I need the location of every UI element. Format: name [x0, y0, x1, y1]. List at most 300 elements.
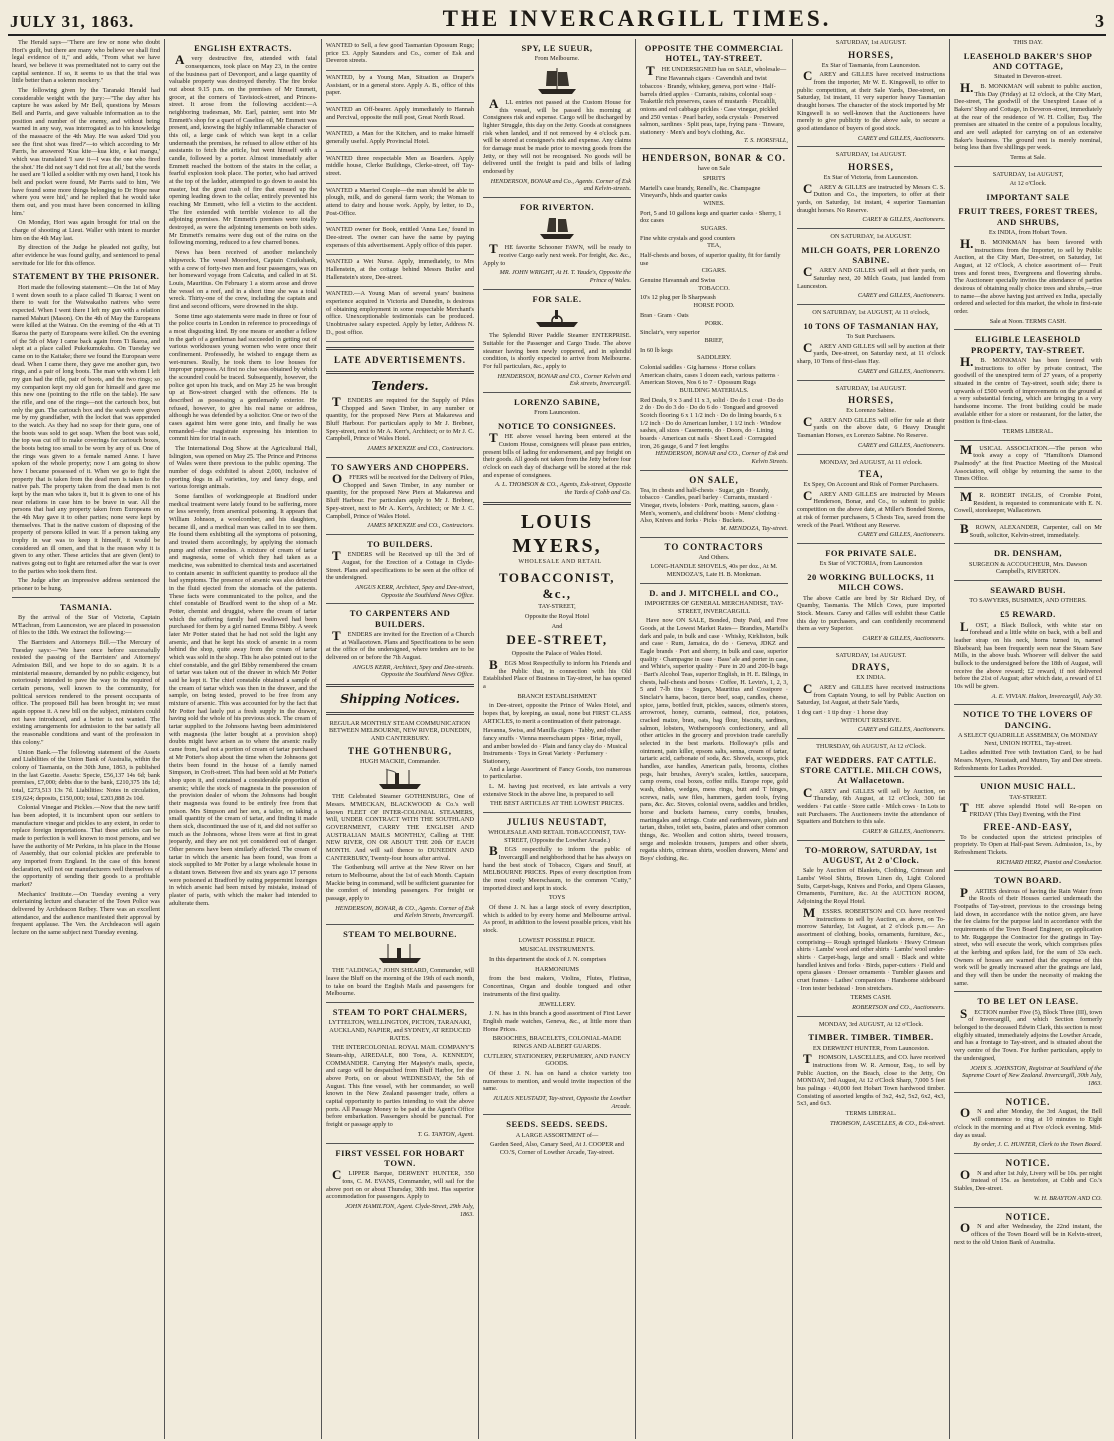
ad-signature: THOMSON, LASCELLES, & CO., Esk-street.	[829, 1119, 945, 1127]
auction-date: ON SATURDAY, 1st AUGUST.	[830, 233, 912, 241]
ad-signature: CAREY and GILLES, Auctioneers.	[857, 531, 945, 539]
ad-signature: MR. JOHN WRIGHT, At H. T. Yaude's, Opposite the Prince of Wales.	[499, 269, 631, 285]
article-paragraph: By direction of the Judge he pleaded not guilty, but after evidence he was found guilty, and sentenced to penal servitude for life for this offence.	[12, 244, 160, 267]
advertiser-name: D. and J. MITCHELL and CO.,	[649, 587, 779, 598]
ad-list: Martell's case brandy, Renell's, &c. Champagne Vineyard's, hhds and quarter casks	[640, 184, 761, 200]
divider	[326, 457, 474, 458]
ad-heading: OPPOSITE THE COMMERCIAL HOTEL, TAY-STREET.	[644, 43, 784, 64]
ad-signature: JOHN HAMILTON, Agent. Clyde-Street, 29th July, 1863.	[345, 1202, 474, 1218]
ad-subheading: JEWELLERY.	[538, 1000, 576, 1008]
ad-text: WANTED to Sell, a few good Tasmanian Opossum Rugs; price £3. Apply Saunders and Co., corner of Esk and Deveron streets.	[326, 42, 474, 65]
ad-subheading: LYTTELTON, WELLINGTON, PICTON, TARANAKI, AUCKLAND, NAPIER, and SYDNEY, AT REDUCED RATES.	[328, 1019, 472, 1042]
ad-heading: HORSES,	[848, 162, 894, 173]
ad-list: Genuine Havannah and Swiss	[640, 277, 716, 285]
ad-heading: SEEDS. SEEDS. SEEDS.	[506, 1119, 608, 1130]
ad-heading: IMPORTANT SALE	[986, 192, 1070, 203]
ad-heading: £5 REWARD.	[1000, 609, 1056, 620]
ad-text: CAREY AND GILLES are instructed by Messrs Henderson, Bonar, and Co., to submit to public competition on the above date, at Miller's Bonded Stores, at risk of former purchasers, 5 Chests Tea, saved from the wreck of the Pearl. Without any Reserve.	[797, 487, 945, 529]
ad-signature: CAREY and GILLES, Auctioneers.	[857, 367, 945, 375]
wanted-ad	[326, 223, 474, 255]
article-paragraph: The International Dog Show at the Agricultural Hall, Islington, was opened on May 25. The Prince and Princess of Wales were there previous to the public opening. The number of dogs exhibited is about 2,000, inclusive of sporting dogs in all varieties, toy and fancy dogs, and various foreign animals.	[169, 444, 317, 491]
ad-heading: DEE-STREET,	[506, 632, 608, 648]
ad-heading: DRAYS,	[851, 662, 891, 673]
ad-heading: NOTICE.	[1005, 1096, 1051, 1107]
ad-subheading: WHOLESALE AND RETAIL TOBACCONIST, TAY-STREET, (Opposite the Lowther Arcade.)	[488, 829, 626, 844]
ad-heading: NOTICE.	[1005, 1211, 1051, 1222]
ad-text: THE favorite Schooner FAWN, will be ready to receive Cargo early next week. For freight, &c. &c., Apply to	[483, 241, 631, 267]
ad-signature: ANGUS KERR, Architect, Spey and Dee-street, Opposite the Southland News Office.	[355, 583, 474, 599]
divider	[797, 543, 945, 544]
ad-list: Bran · Gram · Oats	[640, 311, 689, 319]
divider	[326, 371, 474, 374]
divider	[640, 148, 788, 149]
ad-subheading: BRIEF,	[704, 336, 724, 344]
newspaper-title: THE INVERCARGILL TIMES.	[442, 6, 832, 31]
auction-date: SATURDAY, 1st AUGUST.	[835, 151, 907, 159]
section-heading: LATE ADVERTISEMENTS.	[333, 355, 467, 366]
advertiser-name: DR. DENSHAM,	[993, 548, 1063, 559]
column-3	[322, 39, 479, 1439]
ad-text: CAREY AND GILLES will offer for sale at their yards on the above date, 6 Heavy Draught Tasmanian Horses, ex Lorenzo Sabine. No Reserve.	[797, 413, 945, 440]
divider	[954, 1153, 1102, 1154]
divider	[640, 537, 788, 538]
ad-heading: ON SALE,	[689, 474, 739, 485]
ad-signature: JOHN S. JOHNSTON, Registrar at Southland of the Supreme Court of New Zealand. Invercargill, 30th July, 1863.	[962, 1064, 1102, 1087]
article-paragraph: The Herald says—"There are few or none who doubt Hori's guilt, but there are many who believe we shall find legal evidence of it," and adds, "From what we have heard, we believe it was premeditated not to carry out the capital sentence. If so, it seems to us that the trial was little better than a solemn mockery."	[12, 39, 160, 85]
section-heading: Tenders.	[371, 379, 429, 394]
ad-text: THE above splendid Hotel will Re-open on FRIDAY (This Day) Evening, with the First	[960, 800, 1102, 819]
article-paragraph: News has been received of another melancholy shipwreck. The vessel Moorefoot, Captain Cruikshank, with a crew of forty-two men and four passengers, was on her homeward voyage from Calcutta, and called in at St. Louis, Mauritius. On February 1 a storm arose and drove the vessel on a reef, and in a short time she was a total wreck. Thirty-one of the crew, including the captain and first and second officers, were drowned in the ship.	[169, 249, 317, 310]
divider	[797, 840, 945, 841]
auction-date: SATURDAY, 1st AUGUST,	[992, 170, 1064, 178]
ad-text: WANTED a Wet Nurse. Apply, immediately, to Mrs Hallenstein, at the cottage behind Messrs Butler and Hallenstein's store, Dee-street.	[326, 258, 474, 281]
ad-signature: HENDERSON, BONAR and CO., Corner of Esk and Kelvin Streets.	[655, 450, 788, 465]
masthead	[8, 6, 1106, 36]
paddle-steamer-icon	[534, 307, 580, 329]
ad-heading: UNION MUSIC HALL.	[980, 781, 1076, 792]
advertiser-name: LOUIS MYERS,	[512, 510, 602, 558]
ad-text: WANTED three respectable Men as Boarders. Apply middle house, Clerke Buildings, Clerke-street, off Tay-street.	[326, 154, 474, 178]
ad-text: H.B. MONKMAN has been favored with instructions from the Importer, to sell by Public Auction, at the City Mart, Dee-street, on Saturday, 1st August, at 12 o'Clock, A choice assortment of— Fruit trees and forest trees, Evergreens and flowering shrubs. The Auctioneer specially invites the attendance of parties desirous of obtaining really choice trees and shrubs,—true to name—the above having just arrived ex India, specially ordered and selected for this market, the whole in first-rate order.	[954, 235, 1102, 315]
ad-text: WANTED, by a Young Man, Situation as Draper's Assistant, or in a general store. Apply A. B., office of this paper.	[326, 74, 474, 97]
ad-subheading: TOBACCO.	[698, 284, 730, 292]
ad-heading: NOTICE.	[1005, 1157, 1051, 1168]
article-paragraph: Some families of workingpeople at Bradford under medical treatment were lately found to be suffering, more or less severely, from arsenical poisoning. It appears that William Johnson, a woolcomber, and his daughters, became ill, and a medical man was called in to see them. He found them exhibiting all the symptoms of poisoning, and treated them accordingly, by applying the stomach pump and other remedies. A mixture of cream of tartar and magnesia, some of which they had taken as a medicine, was submitted to chemical tests and ascertained to contain arsenic in sufficient quantity to produce all the bad symptoms. The presence of arsenic was also detected in the fluid ejected from the stomachs of the patients. These facts were communicated to the police, and the chief constable of Bradford went to the shop of a Mr. Potter, chemist and druggist, where the cream of tartar which the suffering family had swallowed had been purchased for them by a girl named Emma Bibby. A week later Mr Potter stated that he had not sold the light any arsenic, and that he kept his stock of arsenic in a room behind the shop, quite away from the cream of tartar which was sold in the shop. This he also pointed out to the chief constable, and the girl Bibby remembered the cream of tartar was taken out of the drawer in which Mr Potter said he kept it. The chief constable obtained a sample of the cream of tartar which was then in the drawer, and the sample, on being tested, proved to be free from any mixture of arsenic. This was accounted for by the fact that Mr Potter had lately put a fresh supply in the drawer, having sold the whole of his previous stock. The cream of tartar supplied to the Johnsons having been administered with magnesia (the latter bought at a provision shop) doubts might have arisen as to where the arsenic really came from, had not a portion of cream of tartar purchased at Mr Potter's shop about the time when the Johnsons got theirs been found in the house of a family named Simpson, in Croft-street. This had been sold at Mr Potter's shop upon it, and contained a considerable proportion of arsenic; while the stock of magnesia in the possession of the provision dealer of whom the Johnsons had bought their magnesia was found to be entirely free from that poison. Mrs Simpson and her son, a tailor, on taking a small quantity of the cream of tartar, and finding it made them sick, discontinued the use of it, and did not suffer so much as the Johnsons, whose lives were at first in great jeopardy, and they are not yet considered out of danger. Other persons have been similarly affected. The cream of tartar in which the arsenic has been found, was from a stock supplied to Mr Potter by a large wholesale house in a distant town. Between five and six years ago 17 persons were poisoned at Bradford by eating peppermint lozenges in which arsenic had been mixed by mistake, instead of plaster of paris, with which the maker had intended to adulterate them.	[169, 492, 317, 907]
ad-heading: TEA,	[858, 469, 884, 480]
ad-text: TENDERS are required for the Supply of Piles Chopped and Sawn Timber, in any number or quantity, for the proposed New Piers at Makarewa and Bluff Harbour. For particulars apply to Mr J. Brebner, Spey-street, next to Mr A. Kerr's, Architect; or to Mr J. C. Campbell, Prince of Wales Hotel.	[326, 394, 474, 443]
ad-text: ON and after Monday, the 3rd August, the Bell will commence to ring at 10 minutes to Eight o'clock in the morning and at Five o'clock evening. Mid-day as usual.	[954, 1105, 1102, 1139]
ad-signature: CAREY & GILLES, Auctioneers.	[862, 634, 945, 642]
ad-text: ALL entries not passed at the Custom House for this vessel, will be passed his morning at Consignees risk and expense. Cargo will be discharged by lighter Struggle, this day on the Jetty. Goods at consignees risk when landed, and if not removed by 4 o'clock p.m. will be stored at consignee's risk and expense. Any claims for damage must be made prior to moving goods from the Jetty, or they will not be recognised. No goods will be delivered until the freight is paid and bills of lading endorsed by	[483, 96, 631, 176]
ad-text: THE UNDERSIGNED has on SALE, wholesale—	[646, 62, 787, 78]
ad-subheading: TERMS LIBERAL.	[1002, 428, 1054, 436]
ad-signature: HENDERSON, BONAR, & CO., Agents. Corner of Esk and Kelvin Streets, Invercargill.	[335, 904, 474, 920]
ad-heading: FREE-AND-EASY,	[983, 821, 1073, 832]
ad-text: THOMSON, LASCELLES, and CO. have received instructions from W. R. Armour, Esq., to sell by Public Auction, on the Beach, close to the Jetty, On MONDAY, 3rd August, At 12 o'Clock Sharp, 7,000 5 feet bus palings · 40,000 feet Hobart Town hardwood timber. Consisting of assorted lengths of 3x2, 4x2, 5x2, 6x2, 4x3, 5x3, and 6x3.	[797, 1051, 945, 1108]
ad-text: THE Celebrated Steamer GOTHENBURG, One of Messrs. M'MECKAN, BLACKWOOD & Co.'s well known FLEET OF INTER-COLONIAL STEAMERS, Will, UNDER CONTRACT WITH THE SOUTHLAND GOVERNMENT, CARRY THE ENGLISH AND AUSTRALIAN MAILS MONTHLY, Calling at THE NEW RIVER, ON OR ABOUT THE 20th OF EACH MONTH. And will sail thence to DUNEDIN AND CANTERBURY, Twenty-four hours after arrival.	[326, 793, 474, 862]
ship-name: THE GOTHENBURG,	[347, 745, 452, 756]
ad-text: WANTED, a Man for the Kitchen, and to make himself generally useful. Apply Provincial Hotel.	[326, 130, 474, 146]
divider	[954, 487, 1102, 488]
ad-text: THE "ALDINGA," JOHN SHEARD, Commander, will leave the Bluff on the morning of the 19th of each month, to take on board the English Mails and passengers for Melbourne.	[326, 967, 474, 998]
ad-subheading: Ex Spey, On Account and Risk of Former Purchasers.	[803, 481, 939, 489]
ad-text: CAREY & GILLES are instructed by Messrs C. S. Dutton and Co., the importers, to offer at their yards, on Saturday, 1st instant, 4 superior Tasmanian draught horses. No Reserve.	[797, 180, 945, 214]
sailing-ship-icon	[534, 66, 580, 96]
ad-signature: T. S. HORSFALL,	[743, 136, 788, 144]
wanted-ad	[326, 71, 474, 103]
ad-heading: HORSES,	[848, 49, 894, 60]
ad-subheading: TEA,	[707, 242, 721, 250]
ad-text: WANTED an Off-bearer. Apply immediately to Hannah and Percival, opposite the mill post, Great North Road.	[326, 106, 474, 121]
ad-text: in Dee-street, opposite the Prince of Wales Hotel, and hopes that, by keeping, as usual, none but FIRST CLASS ARTICLES, to merit a continuation of their patronage.	[483, 702, 631, 725]
ad-subheading: HARMONIUMS	[535, 965, 579, 973]
ad-subheading: A LARGE ASSORTMENT of—	[515, 1131, 599, 1139]
divider	[640, 470, 788, 471]
divider	[797, 228, 945, 229]
ad-signature: HENDERSON, BONAR and CO., Corner Kelvin and Esk streets, Invercargill.	[497, 372, 631, 388]
ad-subheading: From Melbourne.	[534, 55, 580, 63]
advertiser-name: JULIUS NEUSTADT,	[506, 817, 608, 828]
ad-signature: By order, J. C. HUNTER, Clerk to the Town Board.	[973, 1141, 1102, 1149]
ad-subheading: And	[551, 622, 563, 630]
ad-subheading: SUGARS.	[700, 225, 728, 233]
ad-signature: CAREY and GILLES, Auctioneers.	[857, 134, 945, 142]
ad-text: WANTED a Married Couple—the man should be able to plough, milk, and do general farm work; the Woman to attend to dairy and house work. Apply, by letter, to D., Post-Office.	[326, 186, 474, 217]
ad-signature: CAREY and GILLES, Auctioneers.	[857, 726, 945, 734]
divider	[954, 166, 1102, 167]
ad-text: BEGS Most Respectfully to inform his Friends and the Public that, in connection with his Old Established Place of Business in Tay-street, he has opened a	[483, 657, 631, 691]
ad-list: Havanna, Swiss, and Manilla cigars · Tabby, and other fancy snuffs · Vienna meerschaum pipes · Briar, myall, and amber bowled do · Plain and fancy clay do · Musical Instruments · Toys in Great Variety · Perfumery · Stationery,	[483, 727, 628, 766]
ad-subheading: Ex Star of Victoria, from Launceston.	[823, 174, 919, 181]
ad-signature: ANGUS KERR, Architect, Spey and Dee-streets. Opposite the Southland News Office.	[352, 663, 474, 679]
divider	[797, 146, 945, 147]
divider	[326, 534, 474, 535]
ad-text: TENDERS are invited for the Erection of a Church at Wallacetown. Plans and Specifications to be seen at the office of the undersigned, where tenders are to be delivered on or before the 7th August.	[326, 627, 474, 661]
columns	[8, 39, 1106, 1439]
ad-heading: MILCH GOATS, PER LORENZO SABINE.	[801, 244, 941, 266]
divider	[954, 1207, 1102, 1208]
ad-subheading: Ex Lorenzo Sabine.	[846, 407, 896, 415]
ad-heading: NOTICE TO CONSIGNEES.	[497, 420, 617, 431]
divider	[797, 738, 945, 739]
divider	[954, 704, 1102, 705]
ad-text: CAREY and GILLES have received instructions from the importer, Mr W. E. Kingswell, to offer to public competition, at their Sale Yards, Dee-street, on Saturday, 1st instant, 11 very superior heavy Tasmanian draught horses. The character of the stock imported by Mr Kingswell is so well-known that the Auctioneers have merely to give publicity to the above sale, to secure a good attendance of buyers of good stock.	[797, 68, 945, 133]
column-4	[479, 39, 636, 1439]
ad-subheading: WINES.	[703, 200, 725, 208]
divider	[954, 991, 1102, 992]
ad-subheading: Situated in Deveron-street.	[994, 73, 1062, 81]
article-paragraph: Union Bank.—The following statement of the Assets and Liabilities of the Union Bank of Australia, within the colony of Tasmania, on the 30th June, 1863, is published in the last Gazette. Assets: Specie, £56,137 14s 6d; bank premises, £7,000; debts due to the bank, £210,375 18s 1d; total, £273,513 13s 7d. Liabilities: Notes in circulation, £19,624; deposits, £150,000; total, £203,888 2s 10d.	[12, 748, 160, 802]
ad-text: Garden Seed, Also, Canary Seed, At J. COOPER and CO.'S, Corner of Lowther Arcade, Tay-street.	[490, 1141, 624, 1156]
ad-subheading: Opposite the Royal Hotel	[524, 613, 590, 621]
ad-signature: JAMES M'KENZIE and CO., Contractors.	[367, 445, 474, 453]
ad-list: Sinclair's, very superior	[640, 329, 700, 337]
column-2	[165, 39, 322, 1439]
wanted-ad	[326, 287, 474, 342]
ad-subheading: IMPORTERS OF GENERAL MERCHANDISE, TAY-STREET, INVERCARGILL	[644, 599, 784, 615]
notice-text: MUSICAL ASSOCIATION.—The person who took away a copy of "Hamilton's Diamond Psalmody" at the first Practice Meeting of the Musical Association, will oblige by returning the same to the Times Office.	[954, 441, 1102, 483]
divider	[326, 712, 474, 715]
ad-heading: TO CARPENTERS AND BUILDERS.	[349, 608, 451, 629]
ad-heading: STEAM TO PORT CHALMERS,	[332, 1007, 468, 1018]
article-paragraph: The following given by the Taranaki Herald had considerable weight with the jury:—"The day after his capture he was asked by Mr Bell, questions by Messrs Bell and Parris, and gave valuable information as to the position and number of the enemy, and without being warned in any way, was interrogated as to his knowledge of the massacre of the 4th May. He was asked 'Did you see the first shot was fired?'—to which according to Mr Parris, he answered 'Kua kite—kua kite, e kai mangu,' which was translated 'I saw it—I was the one who fired the shot.' He did not say 'I did not fire at all,' but the words he used are 'I killed a soldier with my own hand, I took his belt and pocket were found, Mr Parris said to him, 'We have found some more things belonging to Dr Hope near where you were hid,' and he replied that he would take them out, and you must have been concerned in killing him.'	[12, 87, 160, 217]
advertiser-name: HENDERSON, BONAR & CO.	[642, 153, 786, 164]
ad-heading: TO BE LET ON LEASE.	[977, 996, 1079, 1007]
divider	[797, 454, 945, 455]
ad-subheading: From Launceston.	[534, 409, 580, 417]
ad-text: The Gothenburg will arrive at the New River on her return to Melbourne, about the 1st of each Month. Captain Mackie being in command, will be sufficient guarantee for the comfort of intending passengers. For freight or passage, apply to	[326, 864, 474, 902]
ad-subheading: SADDLERY.	[697, 354, 731, 362]
divider	[326, 347, 474, 350]
ad-heading: FOR PRIVATE SALE.	[825, 547, 917, 558]
divider	[797, 304, 945, 305]
ad-signature: A. E. VIVIAN. Halton, Invercargill, July 30.	[991, 692, 1102, 700]
ad-list: Tea, in chests and half-chests · Sugar, gin · Brandy, tobacco · Candles, pearl barley · Currants, mustard · Vinegar, rivets, lobsters · Pork, matting, sauces, glass · Men's, women's, and childrens' boots · Mens' clothing · Also, Knives and forks · Picks · Buckets.	[640, 486, 780, 525]
ad-text: ON and after Wednesday, the 22nd instant, the offices of the Town Board will be in Kelvin-street, next to the old Union Bank of Australia.	[954, 1220, 1102, 1246]
ad-signature: T. G. TANTON, Agent.	[417, 1130, 474, 1138]
divider	[954, 776, 1102, 777]
ad-subheading: WHOLESALE AND RETAIL	[518, 559, 602, 566]
auction-date: SATURDAY, 1st AUGUST.	[835, 384, 907, 392]
divider	[954, 329, 1102, 330]
ad-text: CAREY AND GILLES will sell at their yards, on Saturday next, 20 Milch Goats, just landed from Launceston.	[797, 264, 945, 290]
ad-heading: REGULAR MONTHLY STEAM COMMUNICATION BETWEEN MELBOURNE, NEW RIVER, DUNEDIN, AND CANTERBURY.	[328, 719, 472, 742]
column-7	[950, 39, 1106, 1439]
divider	[954, 519, 1102, 520]
auction-date: MONDAY, 3rd AUGUST, At 11 o'clock.	[819, 458, 923, 466]
ad-heading: 20 WORKING BULLOCKS, 11 MILCH COWS.	[807, 571, 935, 593]
ad-subheading: Ex Star of VICTORIA, from Launceston	[819, 560, 923, 568]
ad-text: A SELECT QUADRILLE ASSEMBLY, On MONDAY Next, UNION HOTEL, Tay-street.	[958, 731, 1098, 747]
ad-list: Fine Havannah cigars · Cavendish and twist tobaccos · Brandy, whiskey, geneva, port wine · Half-barrels dried apples · Currants, raisins, colonial soap · Teakettle rich preserves, cases of mustards · Piccalilli, onions and red cabbage pickles · Case vinegar, pickled and 250 ventas · Pearl barley, soda crystals · Preserved salmon, sardines · Split peas, tape, frying pans · Tinware, stationery · Men's and boy's clothing, &c.	[640, 75, 785, 137]
auction-date: THURSDAY, 6th AUGUST, At 12 o'Clock.	[816, 742, 926, 750]
ad-text: MESSRS. ROBERTSON and CO. have received instructions to sell by Auction, as above, on To-morrow Saturday, 1st August, at 2 o'clock p.m.— An assortment of clothing, books, ornaments, furniture, &c., comprising— Rough springed blankets · Heavy Crimean shirts · Lambs' wool and other shirts · Lambs' wool under-shirts · Carpet-bags, large and small · Black and white handled knives and forks · Birds, paper-cutters · Field and opera glasses · Dresser ornaments · Tumbler glasses and cruet frames · Lathes' companions · Handsome sideboard · Iron tester bedstead · Iron stretchers.	[797, 904, 945, 992]
ad-subheading: Sale at Noon. TERMS CASH.	[989, 317, 1067, 325]
auction-date: MONDAY, 3rd AUGUST, At 12 o'Clock.	[818, 1020, 924, 1028]
divider	[326, 924, 474, 925]
article-paragraph: Some time ago statements were made in three or four of the police courts in London in reference to proceedings of a most disgusting kind. By one means or another a fellow in the garb of a gentleman had succeeded in getting out of various workhouses young women who were once their confinement. Professedly, he wished to engage them as wet-nurses. Really, he took them to low houses for improper purposes. At first no clue was obtained by which the scoundrel could be traced. Subsequently, however, the police got upon his track, and on May 25 he was brought up at Bow-street charged with the offences. He is described as possessing a gentlemanly exterior. He refused, however, to give his real name or address, although he was defended by a solicitor. One or two of the cases against him were gone into, and finally he was remanded—the magistrate expressing his intention to commit him for trial in each.	[169, 312, 317, 443]
auction-date: SATURDAY, 1st AUGUST.	[835, 39, 907, 46]
ad-text: And a large Assortment of Fancy Goods, too numerous to particularise.	[483, 765, 631, 781]
ad-signature: CAREY & GILLES, Auctioneers.	[862, 828, 945, 836]
ad-subheading: WITHOUT RESERVE.	[841, 716, 901, 724]
divider	[797, 1016, 945, 1017]
ad-text: OFFERS will be received for the Delivery of Piles, Chopped and Sawn Timber, in any number or quantity, for the proposed New Piers at Makarewa and Bluff Harbour. For particulars apply to Mr J. Brebner, Spey-street, next to Mr A. Kerr's, Architect; or Mr J. C. Campbell, Prince of Wales Hotel.	[326, 471, 474, 520]
ad-text: PARTIES desirous of having the Rain Water from the Roofs of their Houses carried underneath the Footpaths of Tay-street, previous to the crossings being laid down, in accordance with the notice given, are have the fee claims for the purpose laid in accordance with the requirements of the Town Board Engineer, on application to Mr. Ruggeppe the Contractor for the gratings in Tay-street, who will execute the work, which comprises piles at the kerbing and spikes laid, for the sum of 33s each. Owners of houses are warned that the expense of this work will be greatly increased after the gratings are laid, and they will then be under the necessity of making the same.	[954, 884, 1102, 987]
ad-text: THE above vessel having been entered at the Custom House, consignees will please pass entries, present bills of lading for endorsement, and pay freight on their goods. All goods not taken from the Jetty before four o'clock on each day of discharge will be stored at the risk and expense of consignees.	[483, 430, 631, 479]
divider	[12, 597, 160, 598]
ad-text: L. M. having just received, ex late arrivals a very extensive Stock in the above line, is prepared to sell	[483, 783, 631, 798]
ad-list: 1 dog cart · 1 tip dray · 1 horse dray	[797, 708, 888, 716]
article-paragraph: Colonial Vinegar and Pickles.—Now that the new tariff has been adopted, it is incumbent upon our settlers to manufacture vinegar and pickles to any extent, in order to replace foreign importations. That these articles can be made to perfection is well known to most persons, and we have the authority of Mr Perkins, in his place in the House of Assembly, that our colonial pickles are preferable to any imported from England. In the case of this honest declaration, will not our manufacturers well themselves of the opportunity of sending their goods to a profitable market?	[12, 804, 160, 888]
article-paragraph: By the arrival of the Star of Victoria, Captain M'Eachran, from Launceston, we are placed in possession of files to the 18th. We extract the following:—	[12, 614, 160, 637]
ad-list: 10's 12 plug per lb Sharpwash	[640, 294, 716, 302]
article-paragraph: Hori made the following statement:—On the 1st of May I went down south to a place called Ti Ikaroa; I went on there to wait for the Waiwakaiho natives who were expected. When I went there I left my gun with a relation named Mahuri (Mason). On the 4th of May the Europeans were killed at the Wairau. On the evening of the 4th at Ti Ikaroa the party of Europeans were killed. On the evening of the 5th of May I came back again from Ti Ikaroa, and slept at a place called Pukekumukuhu. On Tuesday we came on to the Kaitake; there we found the European were dead. When I came there, they gave me another gun, two rings, and a pair of long boots. The man with whom I left my gun had the rifle, pair of boots, and the two rings; so my companion kept my old gun for himself and gave me this new one (pointing to the rifle on the table). He saw the rifle, and one of the rings—not the cartouch box, but only the gun. The cartouch box and the watch were given me by my grandfather, with the locket that was appended to the watch. As they had no soap for their guns, one of the boots was sold to get soap. When the boot was sold, the top was cut off to make coverings for cartouch boxes, the boots being too small to be worn by any of us. One of the rings was given to a female named Anne. I have spoken of the whole property; now I am going to show how I became possessed of it. When we go to fight the property that is taken from the dead men is taken to the native pah. The property taken from the dead men is not kept by the man who takes it, but it is given to one of his near relations in case him to be brave in war. All the persons that had any property taken from Europeans on the 4th May gave it to other parties; none were kept by themselves. That is the native custom of disposing of the property of persons killed in war. If a person taking any trophy in war was to keep it himself, it would be considered an ill omen, and that is the reason why it is given to any other. These articles that are given (lent) to natives going out to fight are returned after the war is over to the parties who took them first.	[12, 283, 160, 575]
section-heading: TASMANIA.	[59, 601, 113, 612]
ad-text: Of these J. N. has a large stock of every description, which is added to by every home and Melbourne arrival. As proof, in addition to the lowest possible prices, visit his stock.	[483, 904, 631, 935]
ad-subheading: BRANCH ESTABLISHMENT	[517, 692, 597, 700]
ad-subheading: TERMS LIBERAL.	[845, 1109, 897, 1117]
article-paragraph: The Judge after an impressive address sentenced the prisoner to be hung.	[12, 577, 160, 593]
divider	[483, 289, 631, 290]
ad-heading: FIRST VESSEL FOR HOBART TOWN.	[335, 1147, 465, 1168]
ad-text: The Splendid River Paddle Steamer ENTERPRISE. Suitable for the Passenger and Cargo Trade. The above steamer having been newly coppered, and in splendid condition, is shortly expected to arrive from Melbourne. For full particulars, &c., apply to	[483, 332, 631, 370]
ad-text: CLIPPER Barque, DERWENT HUNTER, 350 tons, C. M. EVANS, Commander, will sail for the above port on or about Thursday, 30th inst. Has superior accommodation for passengers. Apply to	[326, 1167, 474, 1201]
ad-heading: TOWN BOARD.	[994, 875, 1062, 886]
ad-text: The above Cattle are bred by Sir Richard Dry, of Quamby, Tasmania. The Milch Cows, pure imported Stock. Messrs. Carey and Gilles will exhibit these Cattle this day to purchasers, and can confidently recommend them as very Superior.	[797, 594, 945, 633]
ad-text: from the best makers, Violins, Flutes, Flutinas, Concertinas, Organ and double tongued and other instruments of the first quality.	[483, 975, 631, 998]
ad-heading: FAT WEDDERS. FAT CATTLE. STORE CATTLE. MILCH COWS, At Wallacetown.	[800, 754, 942, 786]
ad-subheading: Ex INDIA, from Hobart Town.	[988, 229, 1068, 237]
ad-heading: TO CONTRACTORS	[664, 541, 764, 552]
ad-text: LONG-HANDLE SHOVELS, 40s per doz., At M. MENDOZA'S, Late H. B. Monkman.	[650, 563, 778, 578]
ad-signature: CAREY and GILLES, Auctioneers.	[857, 441, 945, 449]
ad-subheading: have on Sale	[697, 165, 731, 173]
ad-signature: W. H. BRAYTON AND CO.	[1033, 1194, 1102, 1202]
divider	[326, 1002, 474, 1003]
ad-text: H.B. MONKMAN will submit to public auction, This Day (Friday) at 12 o'clock, at the City Mart, Dee-street, The goodwill of the Unexpired Lease of a Bakers' Shop and Cottage, in Deveron-street, immediately at the rear of the residence of W. H. Collier, Esq. The premises are situated in the centre of a populous locality, and are well adapted for carrying on of an extensive Baker's business. The ground rent is merely nominal, being less than five shillings per week.	[954, 80, 1102, 152]
ad-text: Have now ON SALE, Bonded, Duty Paid, and Free Goods, at the Lowest Market Rates— Brandies, Martell's dark and pale, in bulk and case · Whisky, Kirkliston, bulk and case · Rum, Jamaica, do do · Geneva, JDKZ and Eagle brands · Port and sherry, in bulk and case, superior quality · Champagne in case · Bass' ale and porter in case, and White's, superior quality · Pure in 20 and 200-lb bags · Bart's Alcohol Teas, superior English, in H. E. Bilings, in chests, half-chests and boxes · Coffee, H. Levin's, 1, 2, 3, 5 and 7-lb tins · Sugars, Mauritius and Cossipore · Sinclair's hams, bacon, tierce beef, soap, candles, cheese, spice, jams, bottled fruit, pickles, sauces, oilmen's stores, arrowroot, honey, currants, oatmeal, rice, potatoes, cracked maize, bran, oats, bag flour, biscuits, sardines, salmon, lobsters, Wotherspoon's confectionery, and all other articles in the grocery and provision trade carefully selected in the best markets. Holloway's pills and ointment, pain killer, epsom salts, senna, cream of tartar, tartaric acid, carbonate of soda, &c. Shovels, scoops, pick handles, axe handles, American pails, brooms, clothes pegs, hair brushes, Avery's scales, kettles, saucepans, camp ovens, coal boxes, coffee mills. Europe rope, gold wash, dishes, wedges, mess rings, butt and T hinges, screws, nails, saw files, hammers, garden tools, frying pans, &c. &c. Stoves, colonial ovens, saddles and bridles, horse and buckets harness, curry combs, brushes, martingales and strings. Crate and earthenware, plain and tartan, dishes, toilet sets, basins, plates and other common things, &c. Woollen and cotton shirts, tweed trousers, serge and moleskin trousers, jumpers and other shorts, regatta shirts, crimean shirts, woollen drawers, Mens' and Boys' clothing, &c.	[640, 617, 788, 863]
ad-text: WANTED.—A Young Man of several years' business experience acquired in Victoria and Dunedin, is desirous of obtaining employment in some respectable Merchant's office. Unexceptionable testimonials can be produced. Unobtrusive salary expected. Apply by letter, Address N. D., post office.	[326, 290, 474, 336]
schooner-icon	[537, 215, 577, 241]
ad-signature: JAMES M'KENZIE and CO., Contractors.	[367, 522, 474, 530]
ad-heading: HORSES,	[848, 395, 894, 406]
ad-signature: RICHARD HERZ, Pianist and Conductor.	[996, 858, 1102, 866]
ad-subheading: PORK.	[704, 319, 724, 327]
divider	[954, 1092, 1102, 1093]
section-heading: STATEMENT BY THE PRISONER.	[12, 271, 160, 282]
divider	[326, 1143, 474, 1144]
divider	[954, 580, 1102, 581]
wanted-ad	[326, 127, 474, 151]
ad-subheading: SPIRITS	[702, 175, 726, 183]
section-heading: ENGLISH EXTRACTS.	[194, 43, 292, 53]
ad-heading: NOTICE TO THE LOVERS OF DANCING.	[962, 709, 1094, 730]
ad-signature: CAREY & GILLES, Auctioneers.	[862, 216, 945, 224]
wanted-ad	[326, 184, 474, 224]
ad-signature: JULIUS NEUSTADT, Tay-street, Opposite the Lowther Arcade.	[492, 1094, 631, 1110]
ad-subheading: LOWEST POSSIBLE PRICE.	[518, 936, 596, 944]
ad-subheading: THE BEST ARTICLES AT THE LOWEST PRICES.	[489, 800, 625, 808]
wanted-ad	[326, 103, 474, 127]
ad-heading: SPY, LE SUEUR,	[521, 43, 593, 53]
ad-subheading: MUSICAL INSTRUMENTS.	[519, 946, 595, 954]
ad-heading: TIMBER. TIMBER. TIMBER.	[808, 1032, 934, 1043]
ad-subheading: BROOCHES, BRACELETS, COLONIAL-MADE RINGS AND ALBERT GUARDS.	[492, 1035, 622, 1050]
ad-text: TENDERS will be Received up till the 3rd of August, for the Erection of a Cottage in Clyde-Street. Plans and specifications to be seen at the office of the undersigned.	[326, 548, 474, 582]
ad-subheading: Opposite the Palace of Wales Hotel.	[511, 650, 603, 658]
ad-text: SECTION number Five (5), Block Three (III), town of Invercargill, and which Section formerly belonged to the deceased Edwin Clark, this section is most eligibly situated, immediately adjoins the Lowther Arcade, and has a frontage to Tay-street, and is situated about the very centre of the Town. For further particulars, apply to the undersigned,	[954, 1005, 1102, 1062]
ad-text: H.B. MONKMAN has been favored with instructions to offer by private contract, The goodwill of the unexpired term of 27 years, of a property situated in the centre of Tay-street, south side; there is upwards of £500 worth of improvements on the ground at a very substantial fencing, which are bringing in a very handsome income. The front building could be made available either for a store or restaurant, for the latter, the position is first-class.	[954, 353, 1102, 426]
ad-signature: CAREY and GILLES, Auctioneers.	[857, 292, 945, 300]
ad-signature: ROBERTSON and CO., Auctioneers.	[852, 1003, 945, 1011]
ad-heading: ELIGIBLE LEASEHOLD PROPERTY, TAY-STREET.	[971, 334, 1085, 355]
divider	[483, 812, 631, 813]
ad-signature: HENDERSON, BONAR and Co., Agents. Corner of Esk and Kelvin-streets.	[490, 177, 631, 193]
ad-list: American chairs, cases 1 dozen each, various patterns · American Stoves, Nos 6 to 7 · Opossum Rugs	[640, 371, 780, 387]
divider	[483, 1114, 631, 1115]
issue-date: JULY 31, 1863.	[10, 12, 135, 31]
divider	[954, 543, 1102, 544]
ad-heading: FRUIT TREES, FOREST TREES, AND SHRUBS,	[958, 206, 1098, 227]
ad-subheading: HORSE FOOD.	[693, 302, 735, 310]
ad-text: Ladies admitted Free with Invitation Card, to be had Messrs. Myers, Neustadt, and Munro, Tay and Dee streets. Refreshments for Ladies Provided.	[954, 749, 1102, 772]
divider	[797, 647, 945, 648]
divider	[326, 684, 474, 687]
ad-subheading: Ex Star of Tasmania, from Launceston.	[821, 61, 921, 69]
ad-list: Colonial saddles · Gig harness · Horse collars	[640, 363, 756, 371]
divider	[483, 197, 631, 198]
ship-commander: HUGH MACKIE, Commander.	[359, 757, 441, 765]
ad-subheading: SURGEON & ACCOUCHEUR, Mrs. Dawson Campbell's, RIVERTON.	[969, 560, 1087, 576]
divider	[640, 583, 788, 584]
auction-date: ON SATURDAY, 1st AUGUST, At 11 o'clock,	[812, 309, 930, 317]
ad-heading: TO SAWYERS AND CHOPPERS.	[331, 461, 469, 472]
auction-time: At 12 o'Clock.	[1009, 180, 1047, 188]
article-paragraph: On Monday, Hori was again brought for trial on the charge of shooting at Lieut. Waller with intent to murder him on the 4th May last.	[12, 219, 160, 242]
ad-subheading: EX INDIA.	[856, 674, 886, 682]
article-paragraph: Avery destructive fire, attended with fatal consequences, took place on May 23, in the centre of the business part of Devonport, and a large quantity of valuable property was destroyed thereby. The fire broke out about 9.15 p.m. on the premises of Mr Emmett, grocer, at the corners of Tavistock-street, and Princes-street. It arose from the following accident:—A neighboring tradesman, Mr. Earl, painter, sent into Mr Emmett's shop for a quart of Caseline oil, Mr Emmett was present, and, knowing the highly inflammable character of this oil, a large cask of which was kept in a cellar underneath the premises, he refused to allow either of his assistants to fetch the article, but went himself with a candle, followed by a porter. Almost immediately after Emmett reached the bottom of the stairs in the cellar, a fearful explosion took place. The porter, who had arrived at the top of the ladder, attempted to go down to assist his master, but the great rush of fire that ensued up the opening leading down to the cellar, entirely prevented his reaching Mr Emmett, who fell a victim to the accident. The fire extended with terrible violence to all the adjoining premises. Mr Emmett's premises were totally destroyed, as were the adjoining tenements on both sides. Mr Emmett's remains were dug out of the ruins on the following morning, reduced to a few charred bones.	[169, 52, 317, 247]
divider	[954, 440, 1102, 441]
ad-text: WANTED owner for Book, entitled 'Anna Lee,' found in Dee-street. The owner can have the same by paying expenses of this advertisement. Apply office of this paper.	[326, 226, 474, 249]
ad-signature: A. L. THOMSON & CO., Agents, Esk-street, Opposite the Yards of Cobb and Co.	[495, 481, 631, 496]
column-1	[8, 39, 165, 1439]
column-6	[793, 39, 950, 1439]
ad-text: THE INTERCOLONIAL ROYAL MAIL COMPANY'S Steam-ship, AIREDALE, 800 Tons, A. KENNEDY, COMMANDER. Carrying Her Majesty's mails, specie, and cargo will be despatched from Bluff Harbor, for the above Ports, on or about WEDNESDAY, the 5th of August. This fine vessel, with her commander, so well known in the New Zealand passenger trade, offers a capital opportunity to parties intending to visit the above ports. All Passage Money to be paid at the Agent's Office before embarkation. Passengers should be punctual. For freight or passage apply to	[326, 1044, 474, 1129]
divider	[483, 392, 631, 393]
ad-subheading: Terms at Sale.	[1010, 154, 1046, 162]
wanted-ad	[326, 39, 474, 71]
ad-subheading: TERMS CASH.	[850, 994, 892, 1002]
ad-subheading: CUTLERY, STATIONERY, PERFUMERY, AND FANCY GOODS.	[483, 1052, 631, 1068]
page-number: 3	[1095, 11, 1104, 31]
ad-heading: LORENZO SABINE,	[514, 396, 600, 407]
article-paragraph: Mechanics' Institute.—On Tuesday evening a very entertaining lecture and character of the Town Police was delivered by Archdeacon Reibey. There was an excellent attendance, and the audience manifested their approval by frequent applause. The Ven. the Archdeacon will again lecture on the same subject next Tuesday evening.	[12, 890, 160, 936]
ad-subheading: CIGARS.	[701, 267, 727, 275]
ad-subheading: EX DERWENT HUNTER, From Launceston.	[812, 1044, 930, 1052]
ad-subheading: TAY-STREET.	[1009, 793, 1047, 801]
auction-date: THIS DAY.	[1013, 39, 1043, 46]
ad-heading: SEAWARD BUSH.	[990, 585, 1066, 596]
divider	[797, 380, 945, 381]
column-5	[636, 39, 793, 1439]
section-heading: Shipping Notices.	[340, 691, 460, 706]
ad-subheading: TOYS	[548, 894, 566, 902]
ad-list: Half-chests and boxes, of superior quality, fit for family use	[640, 252, 781, 267]
ad-heading: TO BUILDERS.	[367, 538, 433, 549]
ad-text: BEGS respectfully to inform the public of Invercargill and neighborhood that he has always on hand the best stock of Tobacco, Cigars and Snuff, at MELBOURNE PRICES. Pipes of every description from the most costly Meerschaum, to the common "Cutty," imported direct and kept in stock.	[483, 843, 631, 892]
ad-text: CAREY AND GILLES will sell by auction at their yards, Dee-street, on Saturday next, at 11 o'clock sharp, 10 Tons of first-class Hay.	[797, 339, 945, 366]
wanted-ad	[326, 152, 474, 184]
ad-heading: TOBACCONIST, &c.,	[498, 569, 616, 601]
ad-heading: FOR RIVERTON.	[519, 202, 595, 213]
ad-heading: LEASEHOLD BAKER'S SHOP AND COTTAGE,	[963, 50, 1093, 72]
ad-subheading: TAY-STREET,	[538, 603, 576, 611]
article-paragraph: The Barristers and Attorneys Bill.—The Mercury of Tuesday says:—"We have once before successfully resisted the passing of the Barristers' and Attorneys' Admission Bill, and we hope to do so again. It is a ministerial measure, demanded by no public exigency, but notoriously intended to pave the way to the required of certain persons, well known to the community, for political services rendered to the present occupants of office. The proposed Bill has been brought in; we must again oppose it. A new bill on the subject, ministers could not have introduced, and a better is not wanted. The existing arrangements for admission to the bar satisfy all the reasonable conditions and want of the profession in this colony."	[12, 639, 160, 746]
ad-text: CAREY and GILLES will sell by Auction, on Thursday, 6th August, at 12 o'Clock, 300 fat wedders · Fat cattle · Store cattle · Milch cows · In Lots to suit Purchasers. The Auctioneers invite the attendance of Squatters and Butchers to this sale.	[797, 784, 945, 826]
ad-heading: TO-MORROW, SATURDAY, 1st AUGUST, At 2 o'Clock.	[804, 844, 938, 866]
ad-text: In this department the stock of J. N. comprises	[489, 956, 607, 964]
ad-list: Fine white crystals and good counters	[640, 234, 736, 242]
steamship-icon	[377, 942, 423, 964]
ad-text: Of these J. N. has on hand a choice variety too numerous to mention, and would invite inspection of the same.	[483, 1069, 631, 1093]
ad-heading: STEAM TO MELBOURNE.	[343, 929, 457, 940]
ad-subheading: To Suit Purchasers.	[846, 333, 896, 341]
ad-subheading: BUILDING MATERIALS.	[679, 386, 749, 394]
ad-subheading: TO SAWYERS, BUSHMEN, AND OTHERS.	[969, 597, 1087, 605]
steamship-icon	[377, 768, 423, 790]
ad-list: Port, 5 and 10 gallons kegs and quarter casks · Sherry, 1 doz cases	[640, 209, 782, 225]
